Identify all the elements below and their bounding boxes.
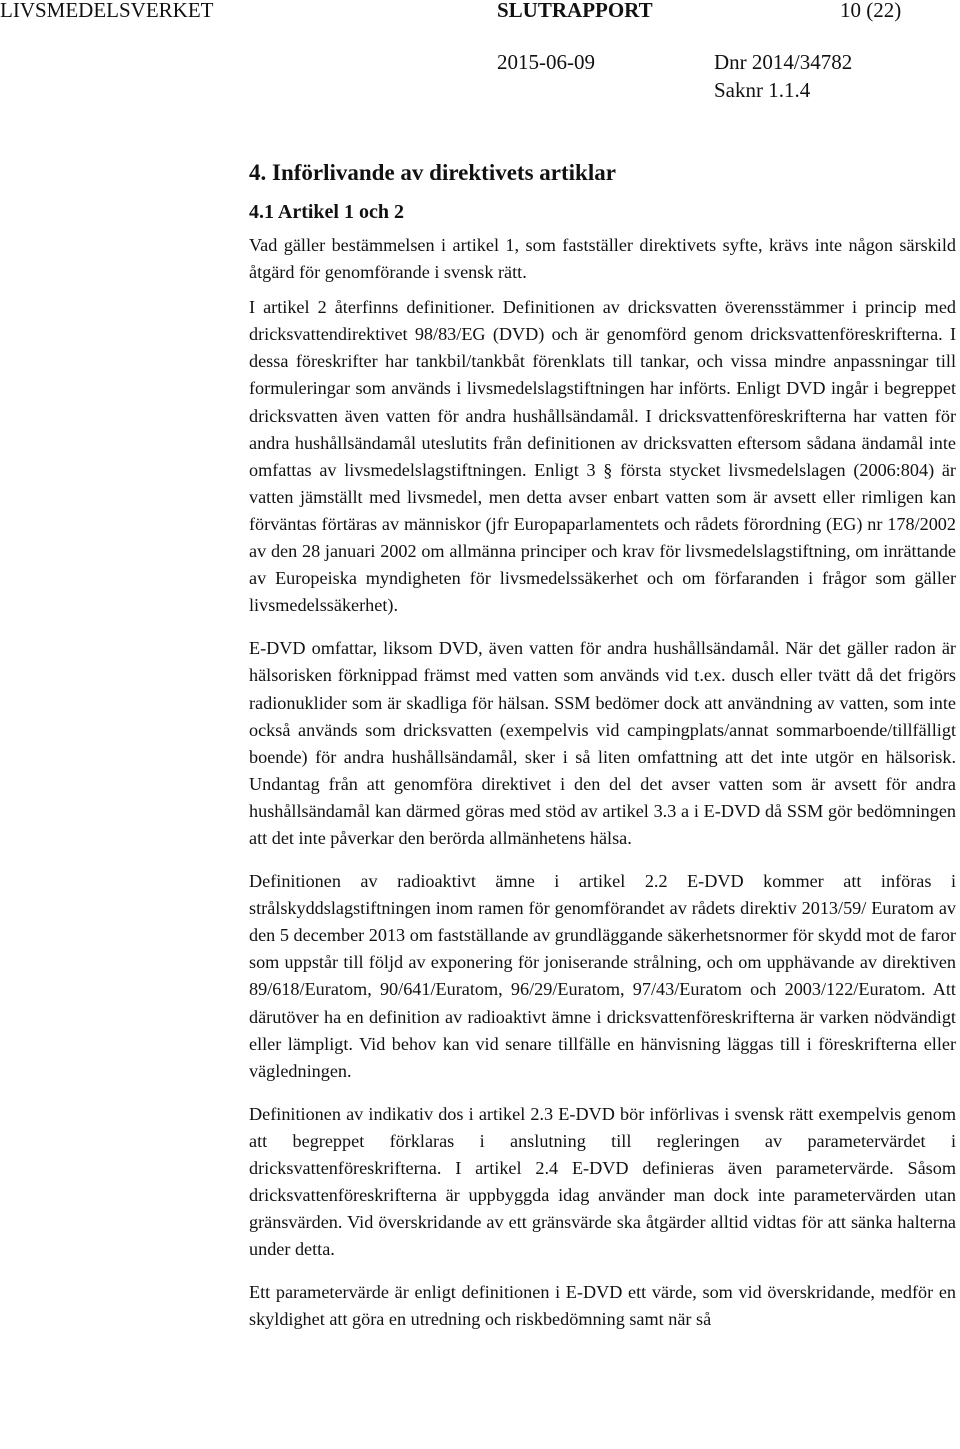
paragraph: E-DVD omfattar, liksom DVD, även vatten för andra hushållsändamål. När det gäller radon är hälsorisken förknippad främst med vatten som används vid t.ex. dusch eller tvätt då det frigörs radionuklider som är skadliga för hälsan. SSM bedömer dock att användning av vatten, som inte också används som dricksvatten (exempelvis vid campingplats/annat sommarboende/tillfälligt boende) för andra hushållsändamål, sker i så liten omfattning att det inte utgör en hälsorisk. Undantag från att genomföra direktivet i den del det avser vatten som är avsett för andra hushållsändamål kan därmed göras med stöd av artikel 3.3 a i E-DVD då SSM gör bedömningen att det inte påverkar den berörda allmänhetens hälsa.	[249, 638, 956, 848]
paragraph: I artikel 2 återfinns definitioner. Definitionen av dricksvatten överensstämmer i princip med dricksvattendirektivet 98/83/EG (DVD) och är genomförd genom dricksvattenföreskrifterna. I dessa föreskrifter har tankbil/tankbåt förenklats till tankar, och vissa mindre anpassningar till formuleringar som används i livsmedelslagstiftningen har införts. Enligt DVD ingår i begreppet dricksvatten även vatten för andra hushållsändamål. I dricksvattenföreskrifterna har vatten för andra hushållsändamål uteslutits från definitionen av dricksvatten eftersom sådana ändamål inte omfattas av livsmedelslagstiftningen. Enligt 3 § första stycket livsmedelslagen (2006:804) är vatten jämställt med livsmedel, men detta avser enbart vatten som är avsett eller rimligen kan förväntas förtäras av människor (jfr Europaparlamentets och rådets förordning (EG) nr 178/2002 av den 28 januari 2002 om allmänna principer och krav för livsmedelslagstiftning, om inrättande av Europeiska myndigheten för livsmedelssäkerhet och om förfaranden i frågor som gäller livsmedelssäkerhet).	[249, 297, 956, 616]
subject-number: Saknr 1.1.4	[714, 78, 811, 102]
paragraph: Vad gäller bestämmelsen i artikel 1, som fastställer direktivets syfte, krävs inte någon särskild åtgärd för genomförande i svensk rätt.	[249, 235, 956, 283]
document-date: 2015-06-09	[497, 50, 595, 74]
paragraph: Definitionen av radioaktivt ämne i artikel 2.2 E-DVD kommer att införas i strålskyddslagstiftningen inom ramen för genomförandet av rådets direktiv 2013/59/ Euratom av den 5 december 2013 om fastställande av grundläggande säkerhetsnormer för skydd mot de faror som uppstår till följd av exponering för joniserande strålning, och om upphävande av direktiven 89/618/Euratom, 90/641/Euratom, 96/29/Euratom, 97/43/Euratom och 2003/122/Euratom. Att därutöver ha en definition av radioaktivt ämne i dricksvattenföreskrifterna är varken nödvändigt eller lämpligt. Vid behov kan vid senare tillfälle en hänvisning läggas till i föreskrifterna eller vägledningen.	[249, 871, 956, 1081]
document-type: SLUTRAPPORT	[497, 0, 653, 22]
registration-number: Dnr 2014/34782	[714, 50, 853, 74]
page-number: 10 (22)	[840, 0, 902, 22]
organization-name: LIVSMEDELSVERKET	[0, 0, 214, 22]
document-body	[249, 160, 956, 1334]
paragraph: Ett parametervärde är enligt definitionen i E-DVD ett värde, som vid överskridande, medför en skyldighet att göra en utredning och riskbedömning samt när så	[249, 1282, 956, 1330]
page-header	[0, 0, 960, 110]
section-heading: 4. Införlivande av direktivets artiklar	[249, 160, 616, 185]
subsection-heading: 4.1 Artikel 1 och 2	[249, 201, 404, 223]
paragraph: Definitionen av indikativ dos i artikel 2.3 E-DVD bör införlivas i svensk rätt exempelvis genom att begreppet förklaras i anslutning till regleringen av parametervärdet i dricksvattenföreskrifterna. I artikel 2.4 E-DVD definieras även parametervärde. Såsom dricksvattenföreskrifterna är uppbyggda idag använder man dock inte parametervärden utan gränsvärden. Vid överskridande av ett gränsvärde ska åtgärder alltid vidtas för att sänka halterna under detta.	[249, 1103, 956, 1260]
